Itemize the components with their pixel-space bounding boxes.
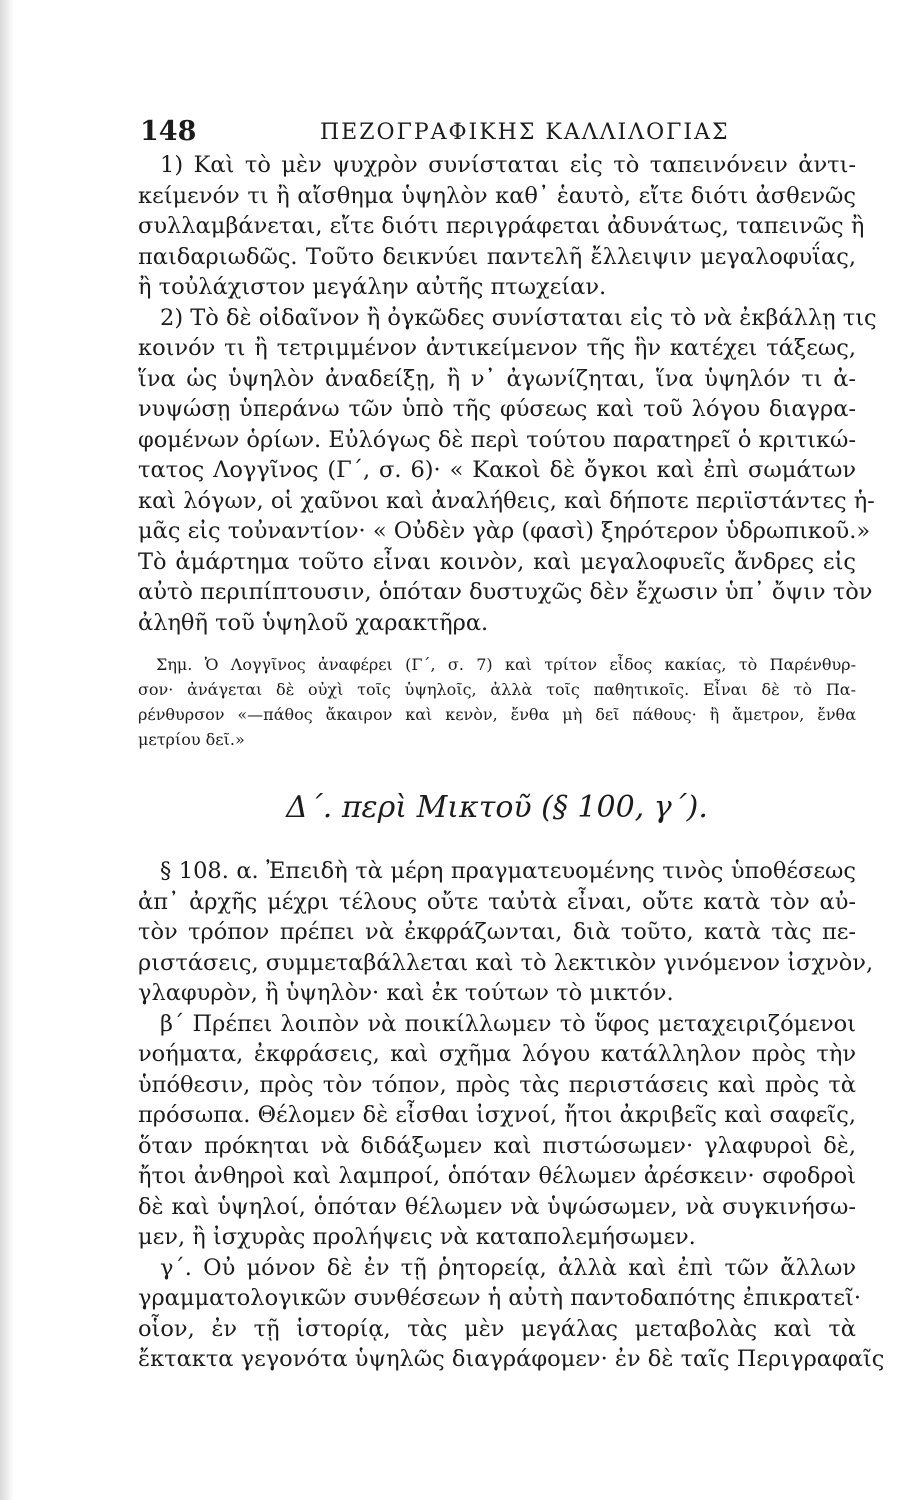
text-line: γραμματολογικῶν συνθέσεων ἡ αὐτὴ παντοδαπότης ἐπικρατεῖ·: [138, 1285, 861, 1311]
text-line: δὲ καὶ ὑψηλοί, ὁπόταν θέλωμεν νὰ ὑψώσωμεν, νὰ συγκινήσω-: [138, 1193, 856, 1220]
page-number: 148: [140, 116, 197, 147]
text-line: μᾶς εἰς τοὐναντίον· « Οὐδὲν γὰρ (φασὶ) ξηρότερον ὑδρωπικοῦ.»: [138, 518, 871, 544]
text-line: κοινόν τι ἢ τετριμμένον ἀντικείμενον τῆς ἣν κατέχει τάξεως,: [138, 335, 856, 361]
text-line: παιδαριωδῶς. Τοῦτο δεικνύει παντελῆ ἔλλειψιν μεγαλοφυΐας,: [138, 243, 856, 270]
text-line: φομένων ὁρίων. Εὐλόγως δὲ περὶ τούτου παρατηρεῖ ὁ κριτικώ-: [138, 426, 857, 453]
note-line: μετρίου δεῖ.»: [138, 730, 245, 749]
text-line: πρόσωπα. Θέλομεν δὲ εἶσθαι ἰσχνοί, ἤτοι ἀκριβεῖς καὶ σαφεῖς,: [138, 1102, 856, 1128]
text-line: νοήματα, ἐκφράσεις, καὶ σχῆμα λόγου κατάλληλον πρὸς τὴν: [138, 1041, 856, 1067]
text-line: τὸν τρόπον πρέπει νὰ ἐκφράζωνται, διὰ τοῦτο, κατὰ τὰς πε-: [138, 919, 856, 945]
note-line: σον· ἀνάγεται δὲ οὐχὶ τοῖς ὑψηλοῖς, ἀλλὰ τοῖς παθητικοῖς. Εἶναι δὲ τὸ Πα-: [138, 680, 856, 699]
text-line: ὅταν πρόκηται νὰ διδάξωμεν καὶ πιστώσωμεν· γλαφυροὶ δὲ,: [138, 1132, 856, 1159]
text-line: 2) Τὸ δὲ οἰδαῖνον ἢ ὀγκῶδες συνίσταται εἰς τὸ νὰ ἐκβάλλῃ τις: [160, 304, 877, 331]
paragraph-3: [138, 856, 874, 1009]
footnote: [138, 652, 856, 752]
text-line: οἷον, ἐν τῇ ἱστορίᾳ, τὰς μὲν μεγάλας μεταβολὰς καὶ τὰ: [138, 1315, 856, 1342]
text-line: β΄ Πρέπει λοιπὸν νὰ ποικίλλωμεν τὸ ὕφος μεταχειριζόμενοι: [160, 1010, 856, 1037]
text-line: ἀληθῆ τοῦ ὑψηλοῦ χαρακτῆρα.: [138, 609, 489, 636]
text-line: ἵνα ὡς ὑψηλὸν ἀναδείξῃ, ἢ ν᾽ ἀγωνίζηται, ἵνα ὑψηλόν τι ἀ-: [138, 365, 856, 392]
text-line: ἔκτακτα γεγονότα ὑψηλῶς διαγράφομεν· ἐν δὲ ταῖς Περιγραφαῖς: [138, 1346, 885, 1372]
note-line: ρένθυρσον «—πάθος ἄκαιρον καὶ κενὸν, ἔνθα μὴ δεῖ πάθους· ἢ ἄμετρον, ἔνθα: [138, 705, 856, 724]
paragraph-5: [138, 1253, 885, 1375]
paragraph-2: [138, 303, 877, 639]
text-line: ὑπόθεσιν, πρὸς τὸν τόπον, πρὸς τὰς περιστάσεις καὶ πρὸς τὰ: [138, 1071, 856, 1098]
text-line: 1) Καὶ τὸ μὲν ψυχρὸν συνίσταται εἰς τὸ ταπεινόνειν ἀντι-: [160, 152, 856, 178]
text-line: μεν, ἢ ἰσχυρὰς προλήψεις νὰ καταπολεμήσωμεν.: [138, 1224, 696, 1250]
text-line: τατος Λογγῖνος (Γ΄, σ. 6)· « Κακοὶ δὲ ὄγκοι καὶ ἐπὶ σωμάτων: [138, 457, 856, 483]
text-line: ἀπ᾽ ἀρχῆς μέχρι τέλους οὔτε ταὐτὰ εἶναι, οὔτε κατὰ τὸν αὐ-: [138, 888, 856, 915]
running-title: ΠΕΖΟΓΡΑΦΙΚΗΣ ΚΑΛΛΙΛΟΓΙΑΣ: [320, 120, 730, 145]
text-line: Τὸ ἁμάρτημα τοῦτο εἶναι κοινὸν, καὶ μεγαλοφυεῖς ἄνδρες εἰς: [138, 548, 856, 575]
text-line: § 108. α. Ἐπειδὴ τὰ μέρη πραγματευομένης τινὸς ὑποθέσεως: [160, 858, 856, 884]
text-line: ριστάσεις, συμμεταβάλλεται καὶ τὸ λεκτικὸν γινόμενον ἰσχνὸν,: [138, 949, 874, 976]
section-heading: Δ΄. περὶ Μικτοῦ (§ 100, γ΄).: [286, 790, 708, 825]
text-line: αὐτὸ περιπίπτουσιν, ὁπόταν δυστυχῶς δὲν ἔχωσιν ὑπ᾽ ὄψιν τὸν: [138, 579, 873, 605]
paragraph-1: [138, 150, 865, 303]
paragraph-4: [138, 1009, 856, 1253]
text-line: ἤτοι ἀνθηροὶ καὶ λαμπροί, ὁπόταν θέλωμεν ἀρέσκειν· σφοδροὶ: [138, 1163, 856, 1189]
text-line: ἢ τοὐλάχιστον μεγάλην αὐτῆς πτωχείαν.: [138, 274, 607, 300]
page-edge-shadow: [0, 0, 14, 1500]
text-line: συλλαμβάνεται, εἴτε διότι περιγράφεται ἀδυνάτως, ταπεινῶς ἢ: [138, 213, 865, 239]
text-line: νυψώσῃ ὑπεράνω τῶν ὑπὸ τῆς φύσεως καὶ τοῦ λόγου διαγρα-: [138, 396, 856, 422]
body-text: [138, 150, 885, 1375]
text-line: καὶ λόγων, οἱ χαῦνοι καὶ ἀναλήθεις, καὶ δήποτε περιϊστάντες ἡ-: [138, 487, 875, 514]
text-line: γ΄. Οὐ μόνον δὲ ἐν τῇ ῥητορείᾳ, ἀλλὰ καὶ ἐπὶ τῶν ἄλλων: [160, 1254, 856, 1281]
text-line: γλαφυρὸν, ἢ ὑψηλὸν· καὶ ἐκ τούτων τὸ μικτόν.: [138, 980, 674, 1006]
note-line: Σημ. Ὁ Λογγῖνος ἀναφέρει (Γ΄, σ. 7) καὶ τρίτον εἶδος κακίας, τὸ Παρένθυρ-: [156, 655, 856, 674]
text-line: κείμενόν τι ἢ αἴσθημα ὑψηλὸν καθ᾽ ἑαυτὸ, εἴτε διότι ἀσθενῶς: [138, 182, 856, 209]
